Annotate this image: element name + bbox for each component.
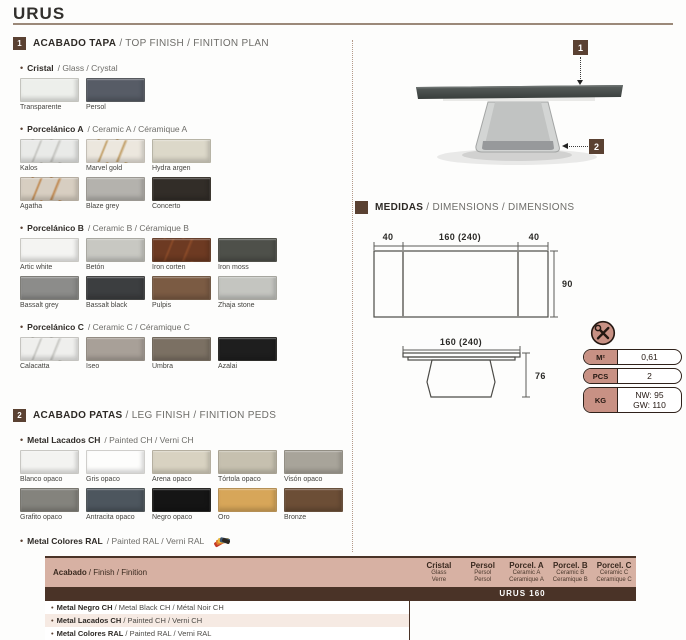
- column-sub-en: Ceramic C: [599, 570, 629, 576]
- bullet-dot: •: [51, 629, 54, 638]
- finish-swatch: [152, 238, 211, 271]
- swatch-label: Kalos: [20, 165, 38, 172]
- swatch-tile: [86, 276, 145, 300]
- section-title-rest: / LEG FINISH / FINITION PEDS: [122, 409, 277, 421]
- callout-1-line: [580, 57, 581, 79]
- swatch-tile: [218, 238, 277, 262]
- bullet-dot: •: [20, 63, 24, 73]
- section-1-marker: 1: [13, 37, 26, 50]
- finish-group: [20, 322, 351, 370]
- finish-swatch: [218, 276, 277, 309]
- swatch-label: Calacatta: [20, 363, 50, 370]
- finish-table-header-rest: / Finish / Finition: [88, 568, 148, 577]
- callout-2-arrow-icon: [562, 143, 568, 149]
- callout-1-arrow-icon: [577, 80, 583, 85]
- column-sub-en: Ceramic A: [512, 570, 541, 576]
- finish-table-row: [45, 614, 409, 627]
- swatch-tile: [86, 488, 145, 512]
- swatch-tile: [20, 177, 79, 201]
- swatch-tile: [218, 276, 277, 300]
- bullet-dot: •: [51, 603, 54, 612]
- finish-group-title: [20, 63, 351, 73]
- swatch-tile: [86, 450, 145, 474]
- finish-group-subtitle: / Painted RAL / Verni RAL: [106, 536, 205, 546]
- spec-value-line: 2: [647, 371, 652, 381]
- spec-label: KG: [584, 388, 618, 412]
- finish-group-title: [20, 322, 351, 332]
- finish-table-rows: [45, 601, 410, 640]
- dim-right-label: 40: [528, 232, 540, 242]
- row-finish-name: Metal Lacados CH: [56, 616, 122, 625]
- swatch-tile: [284, 488, 343, 512]
- column-sub-fr: Persol: [474, 577, 492, 583]
- swatch-label: Transparente: [20, 104, 62, 111]
- swatch-tile: [152, 450, 211, 474]
- finish-group-subtitle: / Ceramic B / Céramique B: [87, 223, 189, 233]
- section-leg-finish: [13, 408, 351, 553]
- swatch-label: Oro: [218, 514, 230, 521]
- spec-value-line: GW: 110: [633, 400, 666, 410]
- spec-value: [618, 388, 681, 412]
- row-finish-name: Metal Colores RAL: [56, 629, 124, 638]
- finish-swatch: [86, 78, 145, 111]
- finish-table-column-header: [592, 558, 636, 587]
- row-finish-name: Metal Negro CH: [56, 603, 113, 612]
- bullet-dot: •: [20, 124, 24, 134]
- section-title-bold: ACABADO TAPA: [33, 37, 117, 49]
- swatch-tile: [20, 276, 79, 300]
- bullet-dot: •: [20, 536, 24, 546]
- finish-group: [20, 223, 351, 309]
- spec-value: [618, 369, 681, 383]
- swatch-label: Pulpis: [152, 302, 172, 309]
- dim-left-label: 40: [382, 232, 394, 242]
- spec-table: [583, 320, 682, 413]
- swatch-label: Umbra: [152, 363, 174, 370]
- spec-label: M²: [584, 350, 618, 364]
- swatch-tile: [86, 177, 145, 201]
- column-sub-fr: Ceramique A: [509, 577, 544, 583]
- column-name: Persol: [470, 561, 495, 570]
- finish-group: [20, 534, 351, 548]
- spec-row: [583, 387, 682, 413]
- finish-table-column-header: [417, 558, 461, 587]
- swatch-tile: [284, 450, 343, 474]
- column-name: Cristal: [426, 561, 452, 570]
- spec-value-line: NW: 95: [635, 390, 664, 400]
- finish-table-column-header: [461, 558, 505, 587]
- swatch-tile: [152, 139, 211, 163]
- finish-swatch: [86, 337, 145, 370]
- row-finish-translations: / Painted CH / Verni CH: [121, 616, 203, 625]
- medidas-title-rest: / DIMENSIONS / DIMENSIONS: [423, 201, 575, 213]
- finish-table-column-header: [548, 558, 592, 587]
- section-title: [33, 410, 276, 421]
- finish-group: [20, 63, 351, 111]
- callout-2-badge: 2: [589, 139, 604, 154]
- swatch-tile: [86, 337, 145, 361]
- column-sub-en: Ceramic B: [556, 570, 585, 576]
- spec-row: [583, 349, 682, 365]
- finish-table-row: [45, 627, 409, 640]
- swatch-row: [20, 337, 351, 370]
- swatch-row: [20, 276, 351, 309]
- finish-table-row: [45, 601, 409, 614]
- swatch-tile: [152, 488, 211, 512]
- finish-swatch: [152, 488, 211, 521]
- finish-swatch: [218, 238, 277, 271]
- column-sub-fr: Ceramique C: [596, 577, 632, 583]
- section-2-marker: 2: [13, 409, 26, 422]
- swatch-label: Azalai: [218, 363, 238, 370]
- finish-group-name: Porcelánico C: [27, 322, 84, 332]
- swatch-tile: [218, 450, 277, 474]
- finish-swatch: [20, 276, 79, 309]
- medidas-heading: [355, 200, 574, 214]
- finish-table-header: [45, 558, 636, 587]
- swatch-label: Iseo: [86, 363, 100, 370]
- dim-width-label: 160 (240): [439, 337, 483, 347]
- finish-table-model-row: [45, 587, 636, 601]
- finish-table: [45, 556, 636, 640]
- finish-swatch: [20, 139, 79, 172]
- bullet-dot: •: [51, 616, 54, 625]
- swatch-label: Blaze grey: [86, 203, 120, 210]
- section-title-rest: / TOP FINISH / FINITION PLAN: [116, 37, 269, 49]
- finish-table-header-left: [45, 558, 417, 587]
- finish-table-header-bold: Acabado: [53, 568, 87, 577]
- swatch-label: Agatha: [20, 203, 43, 210]
- section-heading: [13, 36, 351, 50]
- swatch-label: Bronze: [284, 514, 307, 521]
- finish-group-title: [20, 223, 351, 233]
- finish-swatch: [218, 337, 277, 370]
- swatch-row: [20, 488, 351, 521]
- finish-swatch: [20, 450, 79, 483]
- swatch-label: Artic white: [20, 264, 53, 271]
- swatch-label: Blanco opaco: [20, 476, 63, 483]
- page-title: URUS: [13, 4, 66, 23]
- spec-value: [618, 350, 681, 364]
- swatch-row: [20, 238, 351, 271]
- finish-group-title: [20, 124, 351, 134]
- dim-center-label: 160 (240): [438, 232, 482, 242]
- column-name: Porcel. B: [552, 561, 588, 570]
- finish-swatch: [152, 139, 211, 172]
- swatch-label: Persol: [86, 104, 106, 111]
- column-name: Porcel. A: [509, 561, 544, 570]
- top-finish-groups: [13, 63, 351, 370]
- dim-height-label: 76: [535, 371, 546, 381]
- bullet-dot: •: [20, 435, 24, 445]
- column-divider: [352, 40, 353, 552]
- finish-swatch: [20, 78, 79, 111]
- swatch-row: [20, 450, 351, 483]
- medidas-marker: [355, 201, 368, 214]
- swatch-label: Marvel gold: [86, 165, 123, 172]
- swatch-tile: [86, 238, 145, 262]
- swatch-label: Iron corten: [152, 264, 186, 271]
- swatch-label: Visón opaco: [284, 476, 323, 483]
- finish-group-name: Metal Colores RAL: [27, 536, 103, 546]
- ral-color-fan-icon: [213, 534, 231, 548]
- title-divider: [13, 23, 673, 25]
- section-heading: [13, 408, 351, 422]
- finish-swatch: [86, 238, 145, 271]
- finish-swatch: [86, 139, 145, 172]
- swatch-tile: [152, 337, 211, 361]
- finish-group-name: Metal Lacados CH: [27, 435, 101, 445]
- spec-row: [583, 368, 682, 384]
- swatch-label: Zhaja stone: [218, 302, 255, 309]
- swatch-tile: [20, 78, 79, 102]
- finish-swatch: [152, 337, 211, 370]
- finish-swatch: [20, 488, 79, 521]
- swatch-label: Iron moss: [218, 264, 249, 271]
- finish-group-name: Cristal: [27, 63, 54, 73]
- bullet-dot: •: [20, 223, 24, 233]
- spec-value-line: 0,61: [641, 352, 658, 362]
- finish-swatch: [86, 488, 145, 521]
- finish-swatch: [86, 177, 145, 210]
- column-sub-en: Glass: [431, 570, 447, 576]
- medidas-title: [375, 202, 574, 213]
- swatch-label: Bassalt grey: [20, 302, 59, 309]
- swatch-tile: [20, 238, 79, 262]
- column-name: Porcel. C: [596, 561, 632, 570]
- callout-1-badge: 1: [573, 40, 588, 55]
- model-name: URUS 160: [499, 589, 546, 598]
- finish-table-columns: [417, 558, 636, 587]
- column-sub-fr: Verre: [431, 577, 447, 583]
- finish-swatch: [284, 488, 343, 521]
- section-title: [33, 38, 269, 49]
- spec-label: PCS: [584, 369, 618, 383]
- side-view-drawing: [395, 330, 560, 408]
- swatch-row: [20, 139, 351, 172]
- swatch-label: Antracita opaco: [86, 514, 135, 521]
- swatch-label: Gris opaco: [86, 476, 120, 483]
- swatch-row: [20, 177, 351, 210]
- bullet-dot: •: [20, 322, 24, 332]
- finish-group-title: [20, 534, 351, 548]
- swatch-label: Hydra argen: [152, 165, 191, 172]
- swatch-tile: [152, 177, 211, 201]
- swatch-tile: [20, 139, 79, 163]
- swatch-tile: [20, 488, 79, 512]
- finish-swatch: [152, 276, 211, 309]
- column-sub-en: Persol: [474, 570, 492, 576]
- spec-rows: [583, 349, 682, 413]
- swatch-tile: [20, 337, 79, 361]
- finish-swatch: [218, 450, 277, 483]
- swatch-label: Arena opaco: [152, 476, 192, 483]
- top-view-drawing: [360, 226, 575, 321]
- table-pedestal-inner: [485, 102, 551, 144]
- swatch-tile: [86, 78, 145, 102]
- finish-group-subtitle: / Ceramic C / Céramique C: [87, 322, 190, 332]
- finish-group: [20, 124, 351, 210]
- finish-group-subtitle: / Glass / Crystal: [57, 63, 118, 73]
- finish-group-title: [20, 435, 351, 445]
- finish-swatch: [20, 238, 79, 271]
- finish-group-name: Porcelánico A: [27, 124, 84, 134]
- finish-group-name: Porcelánico B: [27, 223, 84, 233]
- swatch-tile: [20, 450, 79, 474]
- swatch-label: Bassalt black: [86, 302, 128, 309]
- finish-swatch: [86, 450, 145, 483]
- finish-swatch: [284, 450, 343, 483]
- finish-group-subtitle: / Painted CH / Verni CH: [104, 435, 194, 445]
- finish-swatch: [152, 450, 211, 483]
- finish-group-subtitle: / Ceramic A / Céramique A: [87, 124, 188, 134]
- product-photo: [355, 36, 685, 196]
- medidas-title-bold: MEDIDAS: [375, 201, 424, 213]
- row-finish-translations: / Painted RAL / Verni RAL: [123, 629, 212, 638]
- swatch-tile: [86, 139, 145, 163]
- finish-group: [20, 435, 351, 521]
- finish-swatch: [86, 276, 145, 309]
- swatch-tile: [152, 238, 211, 262]
- section-title-bold: ACABADO PATAS: [33, 409, 123, 421]
- leg-finish-groups: [13, 435, 351, 548]
- finish-swatch: [20, 177, 79, 210]
- swatch-label: Grafito opaco: [20, 514, 63, 521]
- dim-depth-label: 90: [562, 279, 573, 289]
- section-top-finish: [13, 36, 351, 375]
- table-pedestal-base: [482, 141, 554, 150]
- swatch-tile: [218, 337, 277, 361]
- swatch-tile: [152, 276, 211, 300]
- swatch-label: Concerto: [152, 203, 181, 210]
- swatch-label: Negro opaco: [152, 514, 193, 521]
- column-sub-fr: Ceramique B: [552, 577, 588, 583]
- swatch-label: Tórtola opaco: [218, 476, 261, 483]
- finish-table-column-header: [505, 558, 549, 587]
- tools-icon: [590, 320, 616, 346]
- swatch-tile: [218, 488, 277, 512]
- finish-swatch: [152, 177, 211, 210]
- finish-swatch: [218, 488, 277, 521]
- row-finish-translations: / Metal Black CH / Métal Noir CH: [112, 603, 224, 612]
- swatch-label: Betón: [86, 264, 105, 271]
- finish-swatch: [20, 337, 79, 370]
- swatch-row: [20, 78, 351, 111]
- callout-2-line: [569, 146, 588, 147]
